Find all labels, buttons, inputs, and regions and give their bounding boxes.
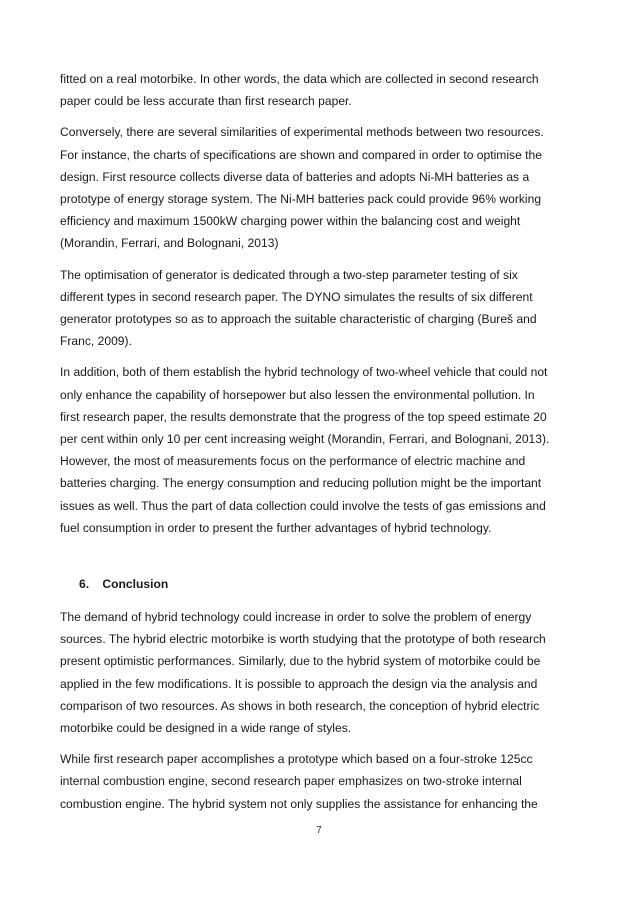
paragraph xyxy=(60,68,580,112)
paragraph-line: per cent within only 10 per cent increasing weight (Morandin, Ferrari, and Bolognani, 2013). xyxy=(60,432,550,447)
paragraph-line: efficiency and maximum 1500kW charging power within the balancing cost and weight xyxy=(60,214,521,229)
paragraph-line: Conversely, there are several similarities of experimental methods between two resources. xyxy=(60,125,544,140)
paragraph-line: motorbike could be designed in a wide range of styles. xyxy=(60,721,352,736)
paragraph-line: comparison of two resources. As shows in both research, the conception of hybrid electric xyxy=(60,698,540,713)
paragraph xyxy=(60,748,580,815)
paragraph xyxy=(60,264,580,353)
paragraph xyxy=(60,121,580,254)
paragraph-line: sources. The hybrid electric motorbike is worth studying that the prototype of both research xyxy=(60,632,546,647)
page-body xyxy=(60,68,580,824)
paragraph-line: In addition, both of them establish the hybrid technology of two-wheel vehicle that could not xyxy=(60,365,548,380)
paragraphs-before-section xyxy=(60,68,580,539)
page-number: 7 xyxy=(316,825,322,836)
paragraph-line: batteries charging. The energy consumption and reducing pollution might be the important xyxy=(60,476,542,491)
paragraph-line: applied in the few modifications. It is possible to approach the design via the analysis and xyxy=(60,676,538,691)
paragraph-line: The optimisation of generator is dedicated through a two-step parameter testing of six xyxy=(60,267,518,282)
paragraphs-after-section xyxy=(60,606,580,815)
paragraph-line: The demand of hybrid technology could increase in order to solve the problem of energy xyxy=(60,610,532,625)
paragraph xyxy=(60,606,580,739)
section-heading xyxy=(60,573,580,595)
section-title: Conclusion xyxy=(102,577,169,592)
paragraph-line: fuel consumption in order to present the further advantages of hybrid technology. xyxy=(60,520,492,535)
paragraph-line: design. First resource collects diverse data of batteries and adopts Ni-MH batteries as a xyxy=(60,169,530,184)
paragraph-line: (Morandin, Ferrari, and Bolognani, 2013) xyxy=(60,236,279,251)
paragraph-line: different types in second research paper. The DYNO simulates the results of six different xyxy=(60,289,533,304)
paragraph-line: fitted on a real motorbike. In other words, the data which are collected in second research xyxy=(60,72,539,86)
paragraph-line: first research paper, the results demonstrate that the progress of the top speed estimate 20 xyxy=(60,409,547,424)
paragraph xyxy=(60,361,580,539)
paragraph-line: While first research paper accomplishes a prototype which based on a four-stroke 125cc xyxy=(60,752,533,767)
paragraph-line: paper could be less accurate than first research paper. xyxy=(60,94,352,109)
paragraph-line: internal combustion engine, second research paper emphasizes on two-stroke internal xyxy=(60,774,522,789)
paragraph-line: For instance, the charts of specifications are shown and compared in order to optimise the xyxy=(60,147,542,162)
paragraph-line: only enhance the capability of horsepower but also lessen the environmental pollution. In xyxy=(60,387,535,402)
paragraph-line: generator prototypes so as to approach the suitable characteristic of charging (Bureš and xyxy=(60,312,537,327)
paragraph-line: present optimistic performances. Similarly, due to the hybrid system of motorbike could be xyxy=(60,654,541,669)
section-number: 6. xyxy=(79,577,90,592)
paragraph-line: However, the most of measurements focus on the performance of electric machine and xyxy=(60,454,526,469)
paragraph-line: combustion engine. The hybrid system not only supplies the assistance for enhancing the xyxy=(60,796,538,811)
paragraph-line: issues as well. Thus the part of data collection could involve the tests of gas emissions and xyxy=(60,498,546,513)
paragraph-line: prototype of energy storage system. The Ni-MH batteries pack could provide 96% working xyxy=(60,192,542,207)
paragraph-line: Franc, 2009). xyxy=(60,334,132,349)
